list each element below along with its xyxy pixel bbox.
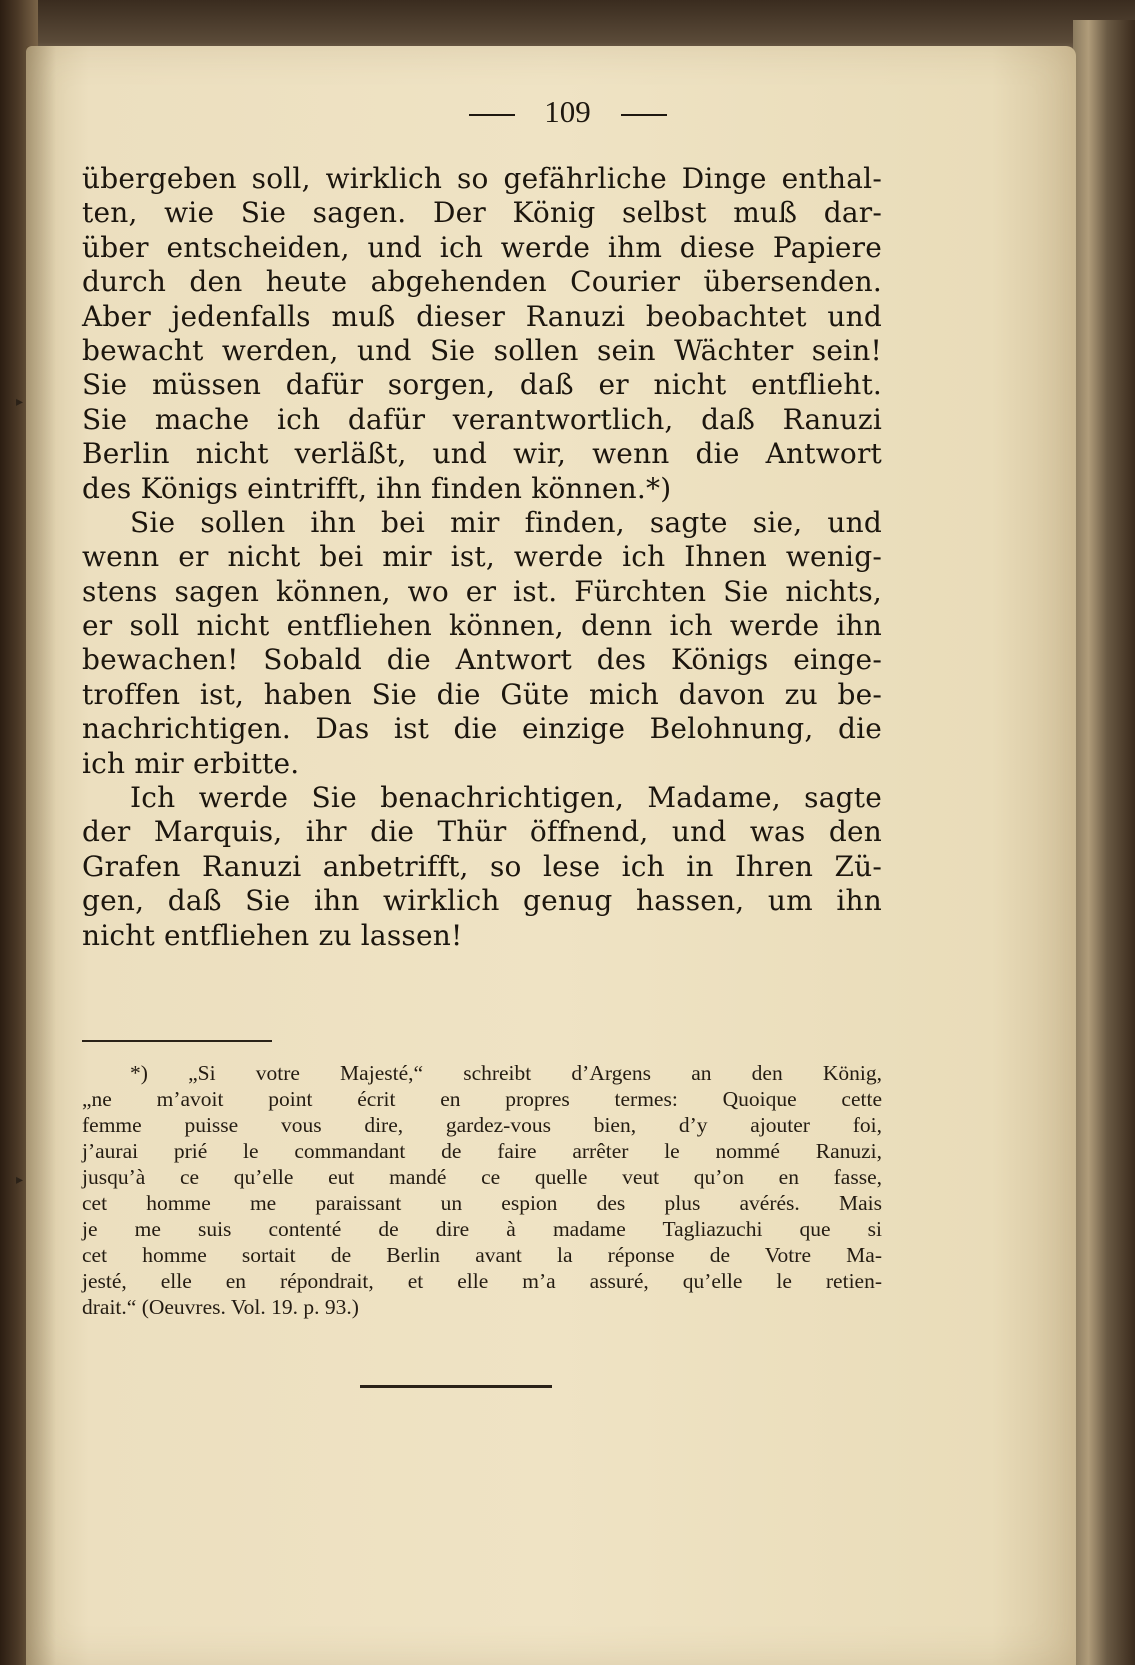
body-text-line: bewachen! Sobald die Antwort des Königs einge- [82,643,882,677]
body-text-line: übergeben soll, wirklich so gefährliche Dinge enthal- [82,162,882,195]
body-text-line: Berlin nicht verläßt, und wir, wenn die Antwort [82,437,882,471]
header-dash-left [469,114,515,116]
body-text-line: Sie sollen ihn bei mir finden, sagte sie, und [130,505,882,539]
footnote-line: j’aurai prié le commandant de faire arrêter le nommé Ranuzi, [82,1139,882,1163]
body-text-line: über entscheiden, und ich werde ihm diese Papiere [82,230,882,264]
body-text-line: durch den heute abgehenden Courier übersenden. [82,265,882,299]
body-text-line: Sie müssen dafür sorgen, daß er nicht entflieht. [82,368,882,402]
body-text-line: Ich werde Sie benachrichtigen, Madame, sagte [130,781,882,815]
body-text-line: bewacht werden, und Sie sollen sein Wächter sein! [82,333,882,367]
body-text-line: wenn er nicht bei mir ist, werde ich Ihnen wenig- [82,540,882,574]
footnote-line: je me suis contenté de dire à madame Tagliazuchi que si [82,1217,882,1241]
body-text-line: Grafen Ranuzi anbetrifft, so lese ich in Ihren Zü- [82,849,882,883]
book-page-edges-right [1073,20,1135,1665]
footnote-line: „ne m’avoit point écrit en propres termes: Quoique cette [82,1087,882,1111]
page-header [0,94,1135,130]
body-text-line: Aber jedenfalls muß dieser Ranuzi beobachtet und [82,299,882,333]
footnote-line: drait.“ (Oeuvres. Vol. 19. p. 93.) [82,1295,359,1319]
footnote [82,1060,882,1320]
body-text-line: er soll nicht entfliehen können, denn ich werde ihn [82,609,882,643]
footnote-line: femme puisse vous dire, gardez-vous bien, d’y ajouter foi, [82,1113,882,1137]
body-text-line: gen, daß Sie ihn wirklich genug hassen, um ihn [82,884,882,918]
margin-mark-1: ▸ [16,394,24,410]
body-text-line: nachrichtigen. Das ist die einzige Belohnung, die [82,712,882,746]
margin-mark-2: ▸ [16,1172,24,1188]
body-text-line: der Marquis, ihr die Thür öffnend, und was den [82,815,882,849]
body-text [82,162,882,953]
page-number: 109 [544,94,591,129]
footnote-line: jusqu’à ce qu’elle eut mandé ce quelle veut qu’on en fasse, [82,1165,882,1189]
footnote-separator [82,1040,272,1042]
body-text-line: stens sagen können, wo er ist. Fürchten Sie nichts, [82,574,882,608]
gutter-shadow [26,46,56,1665]
footnote-line: cet homme sortait de Berlin avant la réponse de Votre Ma- [82,1243,882,1267]
body-text-line: ich mir erbitte. [82,746,300,780]
body-text-line: ten, wie Sie sagen. Der König selbst muß dar- [82,196,882,230]
body-text-line: troffen ist, haben Sie die Güte mich davon zu be- [82,677,882,711]
footnote-line: jesté, elle en répondrait, et elle m’a assuré, qu’elle le retien- [82,1269,882,1293]
body-text-line: nicht entfliehen zu lassen! [82,918,463,952]
footnote-line: cet homme me paraissant un espion des plus avérés. Mais [82,1191,882,1215]
end-rule [360,1385,552,1388]
body-text-line: Sie mache ich dafür verantwortlich, daß Ranuzi [82,402,882,436]
header-dash-right [621,114,667,116]
footnote-line: *) „Si votre Majesté,“ schreibt d’Argens an den König, [130,1061,882,1085]
body-text-line: des Königs eintrifft, ihn finden können.*) [82,471,672,505]
